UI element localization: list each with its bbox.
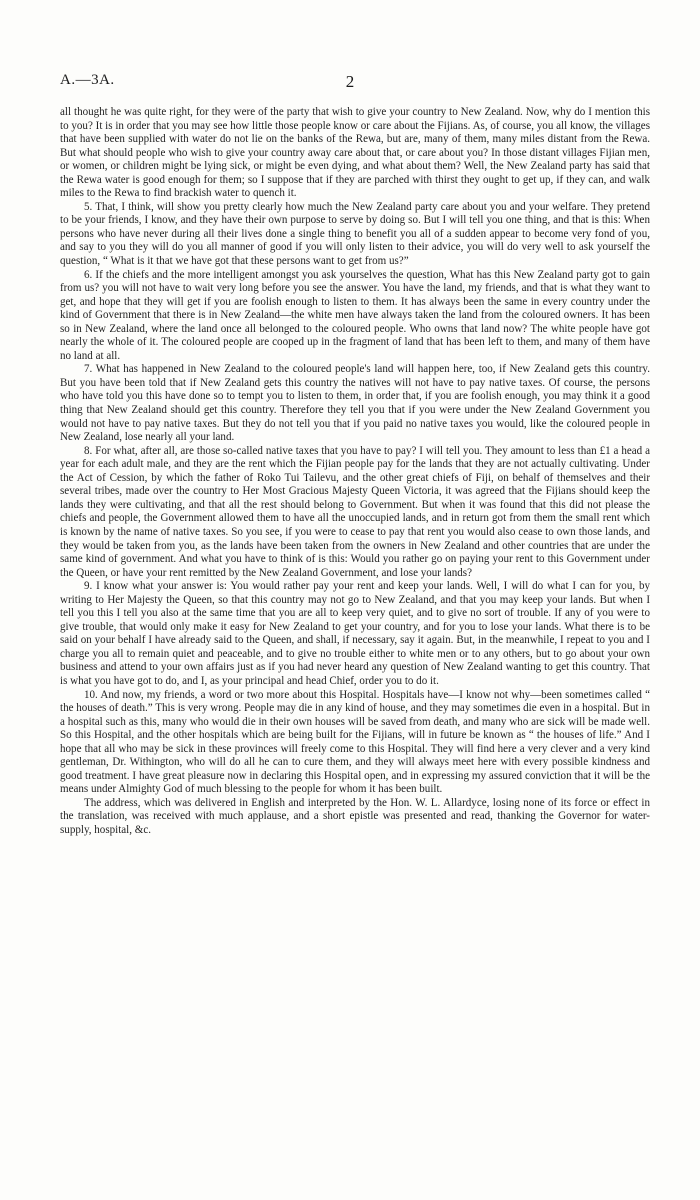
paragraph-8: 8. For what, after all, are those so-called native taxes that you have to pay? I will tell you. They amount to less than £1 a head a year for each adult male, and they are the rent which the Fijian people pay for the lands that they are not actually cultivating. Under the Act of Cession, by which the father of Roko Tui Tailevu, and the other great chiefs of Fiji, on behalf of themselves and their several tribes, made over the country to Her Most Gracious Majesty Queen Victoria, it was agreed that the Fijians should keep the lands they were cultivating, and that all the rest should belong to Government. But when it was found that this did not please the chiefs and people, the Government allowed them to have all the unoccupied lands, and in return got from them the small rent which is known by the name of native taxes. So you see, if you were to cease to pay that rent you would also cease to own those lands, and they would be taken from you, as the lands have been taken from the owners in New Zealand and other countries that are under the same kind of government. And what you have to think of is this: Would you rather go on paying your rent to this Government under the Queen, or have your rent remitted by the New Zealand Government, and lose your lands?: [60, 444, 650, 579]
paragraph-10: 10. And now, my friends, a word or two more about this Hospital. Hospitals have—I know not why—been sometimes called “ the houses of death.” This is very wrong. People may die in any kind of house, and they may sometimes die even in a hospital. But in a hospital such as this, many who would die in their own houses will be saved from death, and many who are sick will be made well. So this Hospital, and the other hospitals which are being built for the Fijians, will in future be known as “ the houses of life.” And I hope that all who may be sick in these provinces will freely come to this Hospital. They will find here a very clever and a very kind gentleman, Dr. Withington, who will do all he can to cure them, and they will always meet here with every possible kindness and good treatment. I have great pleasure now in declaring this Hospital open, and in expressing my assured conviction that it will be the means under Almighty God of much blessing to the people for whom it has been built.: [60, 688, 650, 796]
paragraph-6: 6. If the chiefs and the more intelligent amongst you ask yourselves the question, What has this New Zealand party got to gain from us? you will not have to wait very long before you see the answer. You have the land, my friends, and that is what they want to get, and hope that they will get if you are foolish enough to listen to them. It has always been the same in every country under the kind of Government that there is in New Zealand—the white men have always taken the land from the coloured owners. It has been so in New Zealand, where the land once all belonged to the coloured people. Who owns that land now? The white people have got nearly the whole of it. The coloured people are cooped up in the fragment of land that has been left to them, and many of them have no land at all.: [60, 268, 650, 362]
paragraph-continuation: all thought he was quite right, for they were of the party that wish to give your country to New Zealand. Now, why do I mention this to you? It is in order that you may see how little those people know or care about the Fijians. As, of course, you all know, the villages that have been supplied with water do not lie on the banks of the Rewa, but are, many of them, many miles distant from the Rewa. But what should people who wish to give your country away care about that, or care about you? In those distant villages Fijian men, or women, or children might be lying sick, or might be even dying, and what about them? Well, the New Zealand party has said that the Rewa water is good enough for them; so I suppose that if they are parched with thirst they ought to get up, if they can, and walk miles to the Rewa to find brackish water to quench it.: [60, 106, 650, 200]
document-reference: A.—3A.: [60, 72, 115, 88]
paragraph-closing-note: The address, which was delivered in English and interpreted by the Hon. W. L. Allardyce, losing none of its force or effect in the translation, was received with much applause, and a short epistle was presented and read, thanking the Governor for water-supply, hospital, &c.: [60, 796, 650, 836]
body-text: [60, 106, 650, 838]
paragraph-9: 9. I know what your answer is: You would rather pay your rent and keep your lands. Well, I will do what I can for you, by writing to Her Majesty the Queen, so that this country may not go to New Zealand, and that you may keep your lands. But when I tell you this I tell you also at the same time that you are all to keep very quiet, and to give no sort of trouble. If any of you were to give trouble, that would only make it easy for New Zealand to get your country, and for you to lose your lands. What there is to be said on your behalf I have already said to the Queen, and shall, if necessary, say it again. But, in the meanwhile, I repeat to you and I charge you all to remain quiet and peaceable, and to give no trouble either to white men or to any others, but to go about your own business and attend to your own affairs just as if you had never heard any question of New Zealand wanting to get this country. That is what you have got to do, and I, as your principal and head Chief, order you to do it.: [60, 580, 650, 687]
page-number: 2: [345, 72, 355, 91]
paragraph-7: 7. What has happened in New Zealand to the coloured people's land will happen here, too, if New Zealand gets this country. But you have been told that if New Zealand gets this country the natives will not have to pay native taxes. Of course, the persons who have told you this have done so to tempt you to listen to them, in order that, if you are foolish enough, you may think it a good thing that New Zealand should get this country. Therefore they tell you that if you were under the New Zealand Government you would not have to pay native taxes. But they do not tell you that if you paid no native taxes you would, like the coloured people in New Zealand, lose nearly all your land.: [60, 363, 650, 444]
paragraph-5: 5. That, I think, will show you pretty clearly how much the New Zealand party care about you and your welfare. They pretend to be your friends, I know, and they have their own purpose to serve by doing so. But I will tell you one thing, and that is this: When persons who have never during all their lives done a single thing to benefit you all of a sudden appear to become very fond of you, and say to you they will do you all manner of good if you will only listen to their advice, you will do very well to ask yourself the question, “ What is it that we have got that these persons want to get from us?”: [60, 200, 650, 268]
page-header: [60, 72, 640, 94]
